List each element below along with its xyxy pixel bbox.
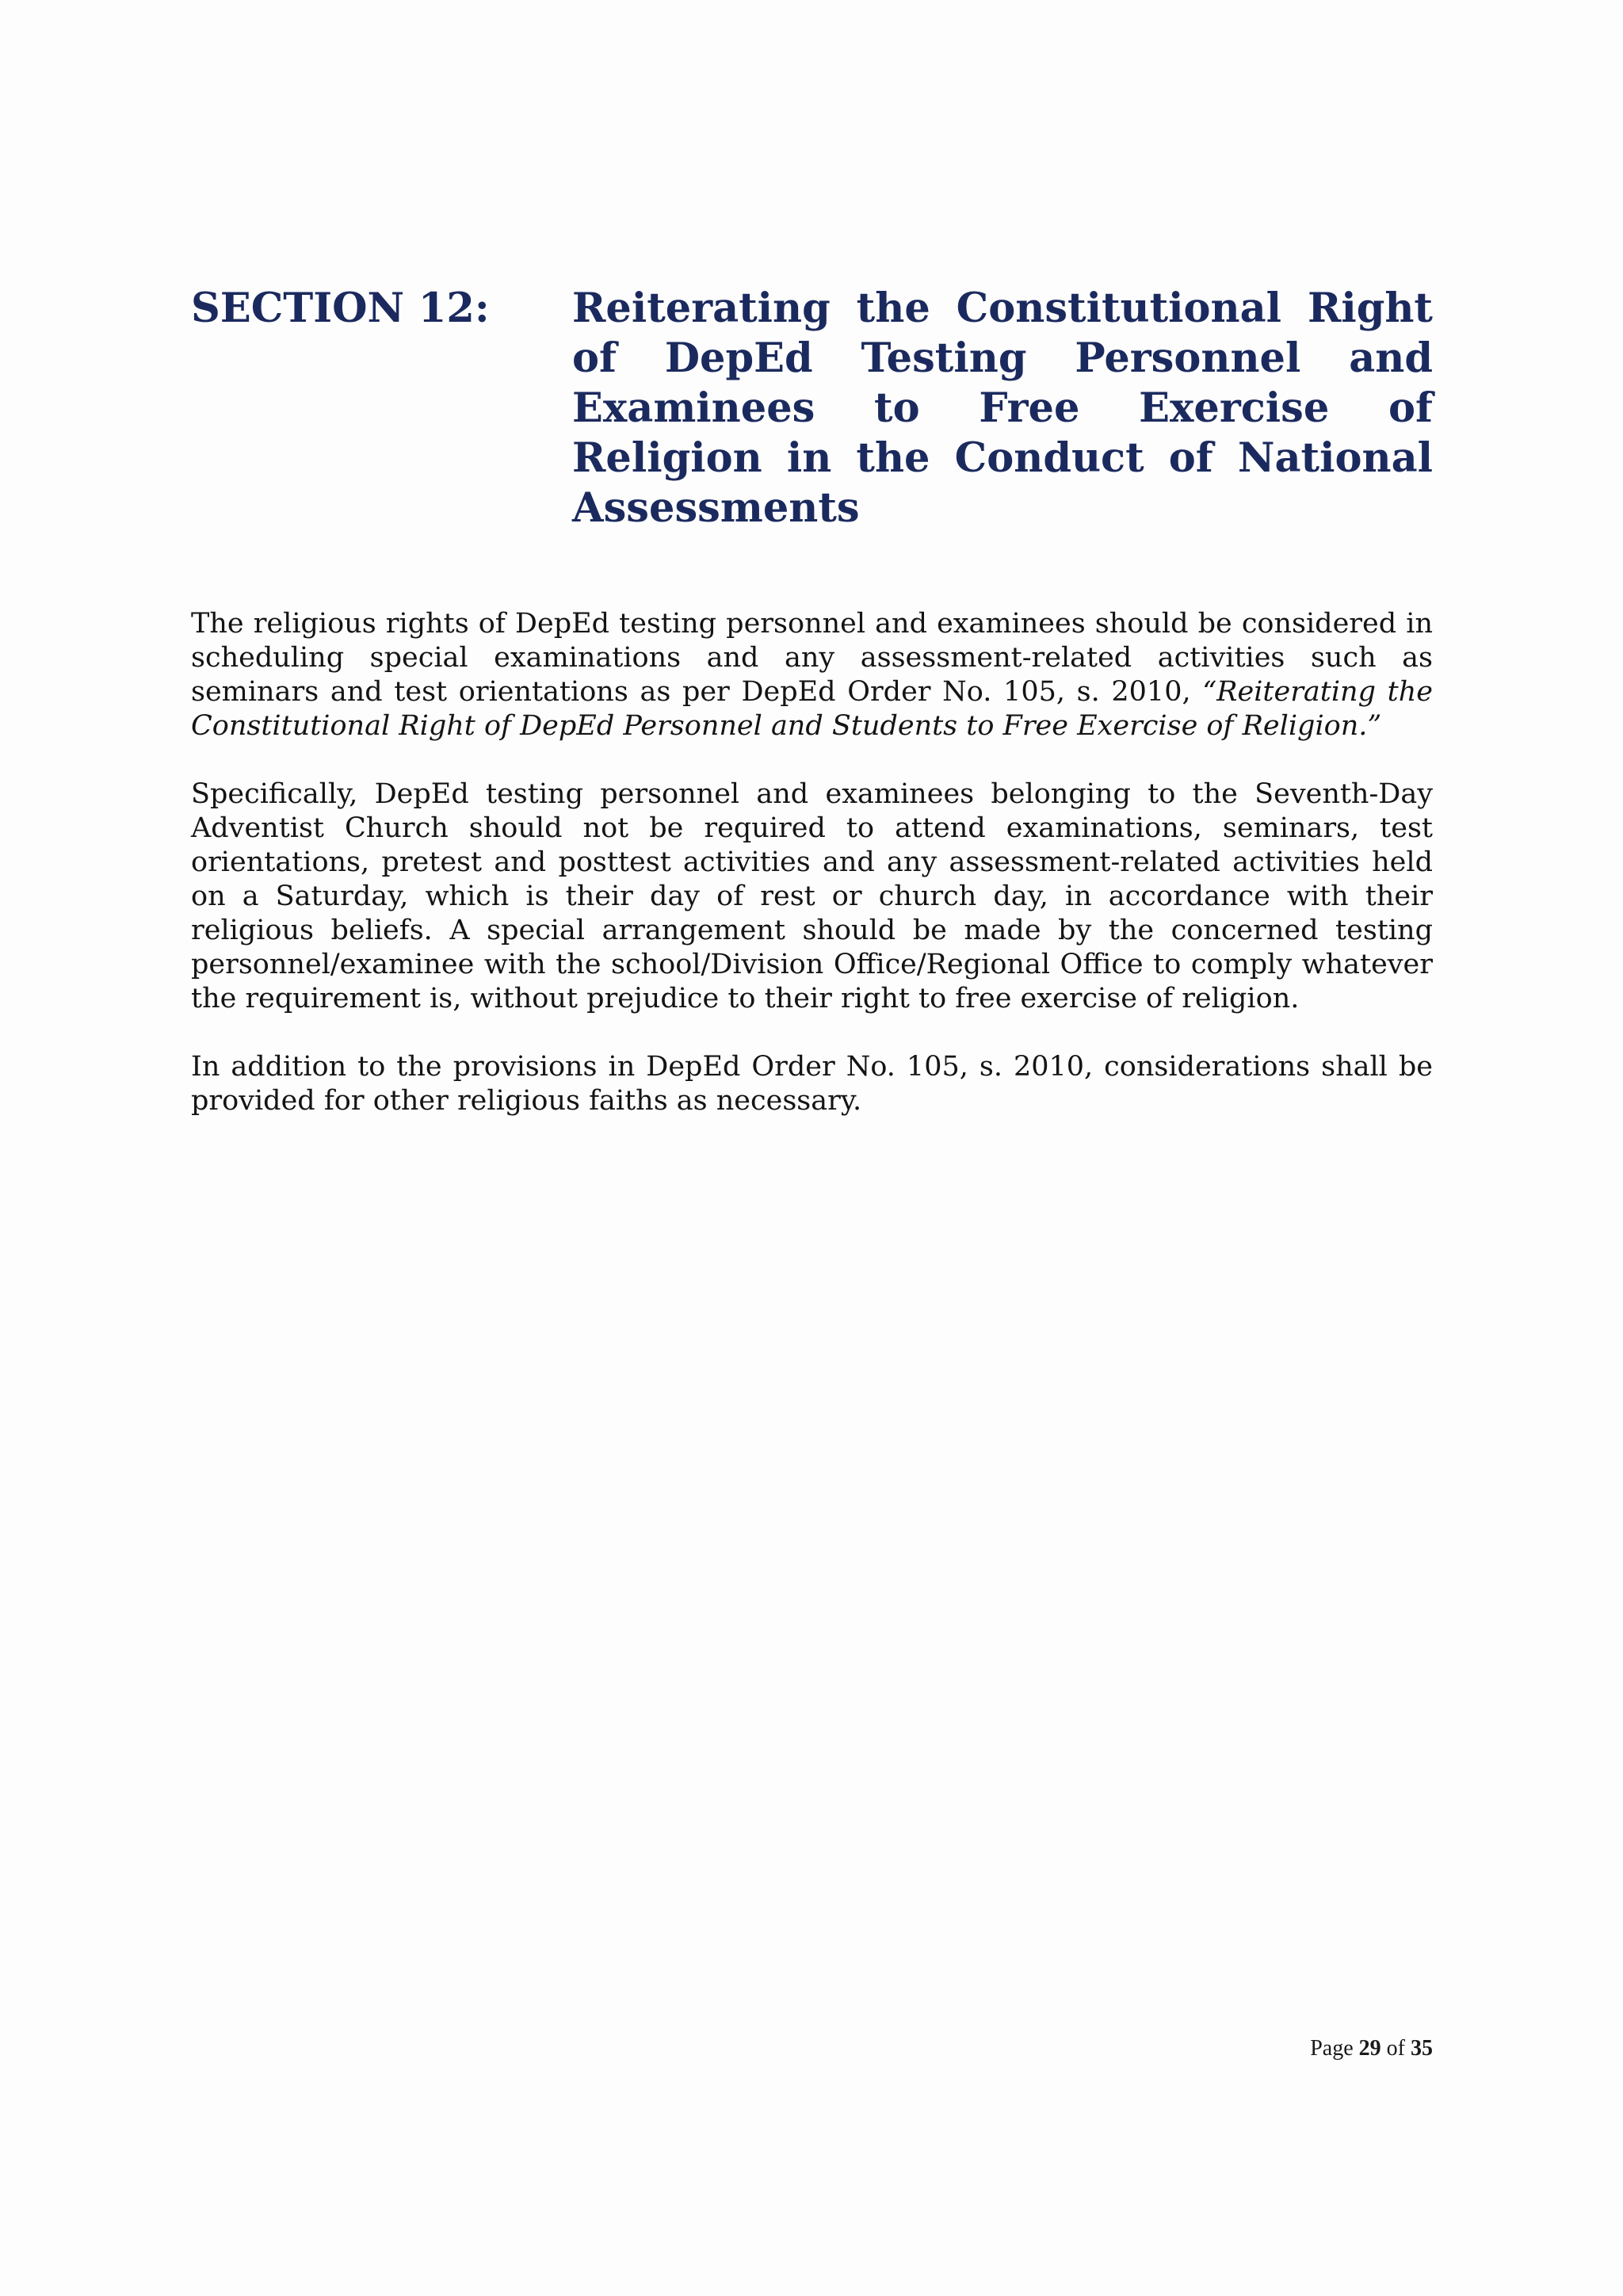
section-title: Reiterating the Constitutional Right of DepEd Testing Personnel and Examinees to Free Exercise of Religion in the Conduct of National Assessments: [572, 285, 1433, 532]
paragraph-2: Specifically, DepEd testing personnel and examinees belonging to the Seventh-Day Adventist Church should not be required to attend examinations, seminars, test orientations, pretest and posttest activities and any assessment-related activities held on a Saturday, which is their day of rest or church day, in accordance with their religious beliefs. A special arrangement should be made by the concerned testing personnel/examinee with the school/Division Office/Regional Office to comply whatever the requirement is, without prejudice to their right to free exercise of religion.: [191, 778, 1433, 1014]
paragraph-1: [191, 607, 1433, 743]
section-number: SECTION 12:: [191, 285, 490, 332]
paragraph-1-quoted-title: “Reiterating the Constitutional Right of DepEd Personnel and Students to Free Exercise of Religion.”: [191, 676, 1433, 742]
total-pages-number: 35: [1411, 2036, 1433, 2061]
paragraph-3: In addition to the provisions in DepEd Order No. 105, s. 2010, considerations shall be provided for other religious faiths as necessary.: [191, 1051, 1433, 1117]
of-word: of: [1386, 2036, 1405, 2061]
paragraph-1-text: The religious rights of DepEd testing personnel and examinees should be considered in scheduling special examinations and any assessment-related activities such as seminars and test orientations as per DepEd Order No. 105, s. 2010,: [191, 608, 1433, 708]
current-page-number: 29: [1358, 2036, 1381, 2061]
page-number-footer: [1189, 2035, 1433, 2062]
section-body: [191, 607, 1433, 1152]
page-word: Page: [1310, 2036, 1354, 2061]
